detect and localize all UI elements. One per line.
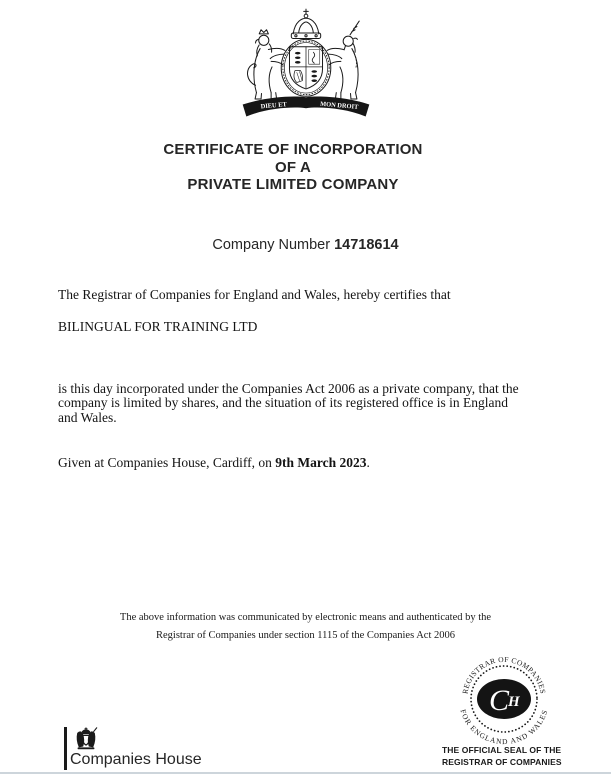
certificate-title xyxy=(0,141,586,194)
lion-supporter-icon xyxy=(248,30,285,99)
incorporation-paragraph: is this day incorporated under the Companies Act 2006 as a private company, that the company is limited by shares, and the situation of its registered office is in England and Wales. xyxy=(58,381,519,425)
seal-caption-line-1: THE OFFICIAL SEAL OF THE xyxy=(442,745,562,755)
unicorn-supporter-icon xyxy=(327,21,359,99)
given-at-prefix: Given at Companies House, Cardiff, on xyxy=(58,455,276,470)
motto-right-text: MON DROIT xyxy=(319,100,359,111)
seal-monogram-h: H xyxy=(508,694,520,710)
company-number-label: Company Number xyxy=(212,237,331,253)
official-seal-icon xyxy=(449,650,559,748)
logo-vertical-bar xyxy=(64,727,67,770)
shield-icon xyxy=(289,47,322,89)
title-line-1: CERTIFICATE OF INCORPORATION xyxy=(163,141,423,158)
given-at-date: 9th March 2023 xyxy=(275,455,367,470)
companies-house-wordmark: Companies House xyxy=(70,751,202,768)
company-name: BILINGUAL FOR TRAINING LTD xyxy=(58,319,258,334)
companies-house-crest-icon xyxy=(71,727,101,750)
title-line-3: PRIVATE LIMITED COMPANY xyxy=(187,176,399,193)
title-line-2: OF A xyxy=(274,158,312,176)
given-at-suffix: . xyxy=(366,455,370,470)
seal-arc-bottom-text: FOR ENGLAND AND WALES xyxy=(458,708,550,747)
seal-arc-top-text: REGISTRAR OF COMPANIES xyxy=(460,654,548,695)
authentication-note-line-2: Registrar of Companies under section 1115 of the Companies Act 2006 xyxy=(156,629,455,641)
given-at-line xyxy=(58,455,538,471)
certifies-line: The Registrar of Companies for England and Wales, hereby certifies that xyxy=(58,287,451,302)
crown-icon xyxy=(291,9,320,38)
authentication-note-line-1: The above information was communicated by electronic means and authenticated by the xyxy=(119,612,492,623)
seal-caption xyxy=(442,745,582,768)
royal-coat-of-arms-icon xyxy=(228,6,384,126)
company-number-value: 14718614 xyxy=(334,237,399,253)
motto-left-text: DIEU ET xyxy=(260,101,288,111)
seal-caption-line-2: REGISTRAR OF COMPANIES xyxy=(442,756,562,767)
motto-ribbon xyxy=(243,97,370,117)
company-number-line xyxy=(0,237,611,253)
seal-monogram-c: C xyxy=(489,684,510,717)
authentication-note xyxy=(0,609,611,644)
